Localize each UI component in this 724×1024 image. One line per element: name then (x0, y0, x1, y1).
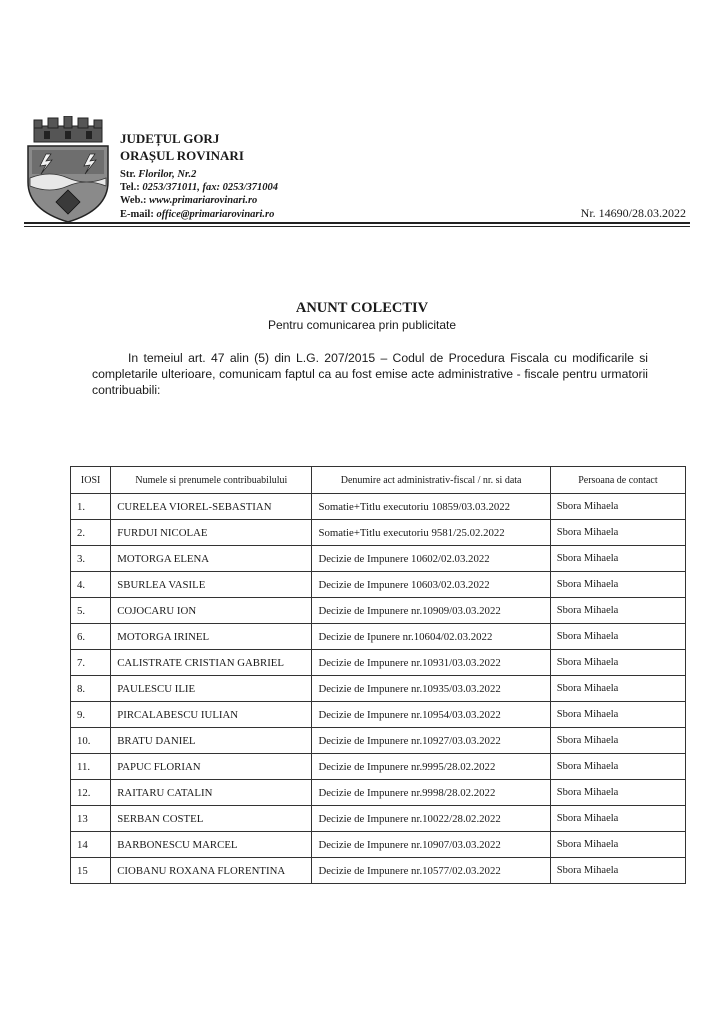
act-description: Somatie+Titlu executoriu 10859/03.03.2022 (312, 494, 550, 520)
contact-person: Sbora Mihaela (550, 806, 685, 832)
act-description: Decizie de Impunere nr.10954/03.03.2022 (312, 702, 550, 728)
taxpayer-name: BARBONESCU MARCEL (111, 832, 312, 858)
taxpayer-name: SBURLEA VASILE (111, 572, 312, 598)
table-row (71, 520, 686, 546)
contact-person: Sbora Mihaela (550, 832, 685, 858)
row-number: 6. (71, 624, 111, 650)
table-row (71, 598, 686, 624)
taxpayer-name: PAULESCU ILIE (111, 676, 312, 702)
header-name: Numele si prenumele contribuabilului (111, 467, 312, 494)
announcement-paragraph (92, 350, 648, 398)
header-act: Denumire act administrativ-fiscal / nr. si data (312, 467, 550, 494)
row-number: 12. (71, 780, 111, 806)
contact-person: Sbora Mihaela (550, 858, 685, 884)
taxpayer-name: COJOCARU ION (111, 598, 312, 624)
contact-person: Sbora Mihaela (550, 520, 685, 546)
header-divider-thin (24, 226, 690, 227)
act-description: Decizie de Impunere nr.10909/03.03.2022 (312, 598, 550, 624)
act-description: Decizie de Impunere nr.9998/28.02.2022 (312, 780, 550, 806)
act-description: Decizie de Impunere nr.10931/03.03.2022 (312, 650, 550, 676)
taxpayer-name: RAITARU CATALIN (111, 780, 312, 806)
table-row (71, 572, 686, 598)
taxpayer-name: MOTORGA ELENA (111, 546, 312, 572)
taxpayer-name: MOTORGA IRINEL (111, 624, 312, 650)
contact-person: Sbora Mihaela (550, 728, 685, 754)
row-number: 11. (71, 754, 111, 780)
contact-person: Sbora Mihaela (550, 572, 685, 598)
taxpayer-name: CALISTRATE CRISTIAN GABRIEL (111, 650, 312, 676)
row-number: 7. (71, 650, 111, 676)
taxpayer-name: PIRCALABESCU IULIAN (111, 702, 312, 728)
web-line: Web.: www.primariarovinari.ro (120, 195, 258, 207)
table-row (71, 650, 686, 676)
table-row (71, 780, 686, 806)
row-number: 10. (71, 728, 111, 754)
row-number: 15 (71, 858, 111, 884)
taxpayer-name: CURELEA VIOREL-SEBASTIAN (111, 494, 312, 520)
taxpayers-table (70, 466, 686, 884)
contact-person: Sbora Mihaela (550, 624, 685, 650)
table-row (71, 728, 686, 754)
taxpayer-name: FURDUI NICOLAE (111, 520, 312, 546)
table-row (71, 494, 686, 520)
phone-line: Tel.: 0253/371011, fax: 0253/371004 (120, 182, 278, 194)
paragraph-text: In temeiul art. 47 alin (5) din L.G. 207/2015 – Codul de Procedura Fiscala cu modificarile si completarile ulterioare, comunicam faptul ca au fost emise acte administrative - fiscale pentru urmatorii contribuabili: (92, 351, 648, 397)
row-number: 9. (71, 702, 111, 728)
contact-person: Sbora Mihaela (550, 702, 685, 728)
act-description: Decizie de Impunere nr.10907/03.03.2022 (312, 832, 550, 858)
row-number: 1. (71, 494, 111, 520)
county-name: JUDEȚUL GORJ (120, 131, 220, 146)
contact-person: Sbora Mihaela (550, 650, 685, 676)
table-row (71, 624, 686, 650)
act-description: Decizie de Impunere 10602/02.03.2022 (312, 546, 550, 572)
phone-value: 0253/371011, fax: 0253/371004 (142, 182, 278, 194)
row-number: 8. (71, 676, 111, 702)
row-number: 4. (71, 572, 111, 598)
row-number: 3. (71, 546, 111, 572)
header-contact: Persoana de contact (550, 467, 685, 494)
web-link[interactable]: www.primariarovinari.ro (149, 195, 258, 207)
taxpayer-name: SERBAN COSTEL (111, 806, 312, 832)
row-number: 13 (71, 806, 111, 832)
contact-person: Sbora Mihaela (550, 598, 685, 624)
table-row (71, 858, 686, 884)
row-number: 2. (71, 520, 111, 546)
table-row (71, 702, 686, 728)
contact-person: Sbora Mihaela (550, 494, 685, 520)
header-nr: IOSI (71, 467, 111, 494)
act-description: Decizie de Impunere nr.10935/03.03.2022 (312, 676, 550, 702)
act-description: Decizie de Impunere nr.10022/28.02.2022 (312, 806, 550, 832)
act-description: Decizie de Impunere 10603/02.03.2022 (312, 572, 550, 598)
act-description: Decizie de Impunere nr.9995/28.02.2022 (312, 754, 550, 780)
contact-person: Sbora Mihaela (550, 780, 685, 806)
table-row (71, 676, 686, 702)
act-description: Decizie de Ipunere nr.10604/02.03.2022 (312, 624, 550, 650)
table-row (71, 754, 686, 780)
table-row (71, 546, 686, 572)
taxpayer-name: PAPUC FLORIAN (111, 754, 312, 780)
act-description: Decizie de Impunere nr.10577/02.03.2022 (312, 858, 550, 884)
announcement-subtitle: Pentru comunicarea prin publicitate (267, 318, 457, 332)
act-description: Somatie+Titlu executoriu 9581/25.02.2022 (312, 520, 550, 546)
row-number: 14 (71, 832, 111, 858)
contact-person: Sbora Mihaela (550, 546, 685, 572)
email-line: E-mail: office@primariarovinari.ro (120, 208, 275, 220)
header-divider (24, 222, 690, 224)
coat-of-arms-icon (24, 116, 112, 224)
table-row (71, 832, 686, 858)
contact-person: Sbora Mihaela (550, 676, 685, 702)
act-description: Decizie de Impunere nr.10927/03.03.2022 (312, 728, 550, 754)
table-row (71, 806, 686, 832)
announcement-title: ANUNT COLECTIV (295, 300, 429, 316)
email-link[interactable]: office@primariarovinari.ro (156, 208, 275, 220)
address-line: Str. Florilor, Nr.2 (120, 169, 197, 180)
address-value: Florilor, Nr.2 (138, 169, 197, 180)
row-number: 5. (71, 598, 111, 624)
document-number: Nr. 14690/28.03.2022 (580, 206, 686, 220)
contact-person: Sbora Mihaela (550, 754, 685, 780)
contact-block (120, 168, 278, 221)
town-name: ORAȘUL ROVINARI (120, 148, 244, 163)
table-header-row (71, 467, 686, 494)
taxpayer-name: BRATU DANIEL (111, 728, 312, 754)
taxpayer-name: CIOBANU ROXANA FLORENTINA (111, 858, 312, 884)
